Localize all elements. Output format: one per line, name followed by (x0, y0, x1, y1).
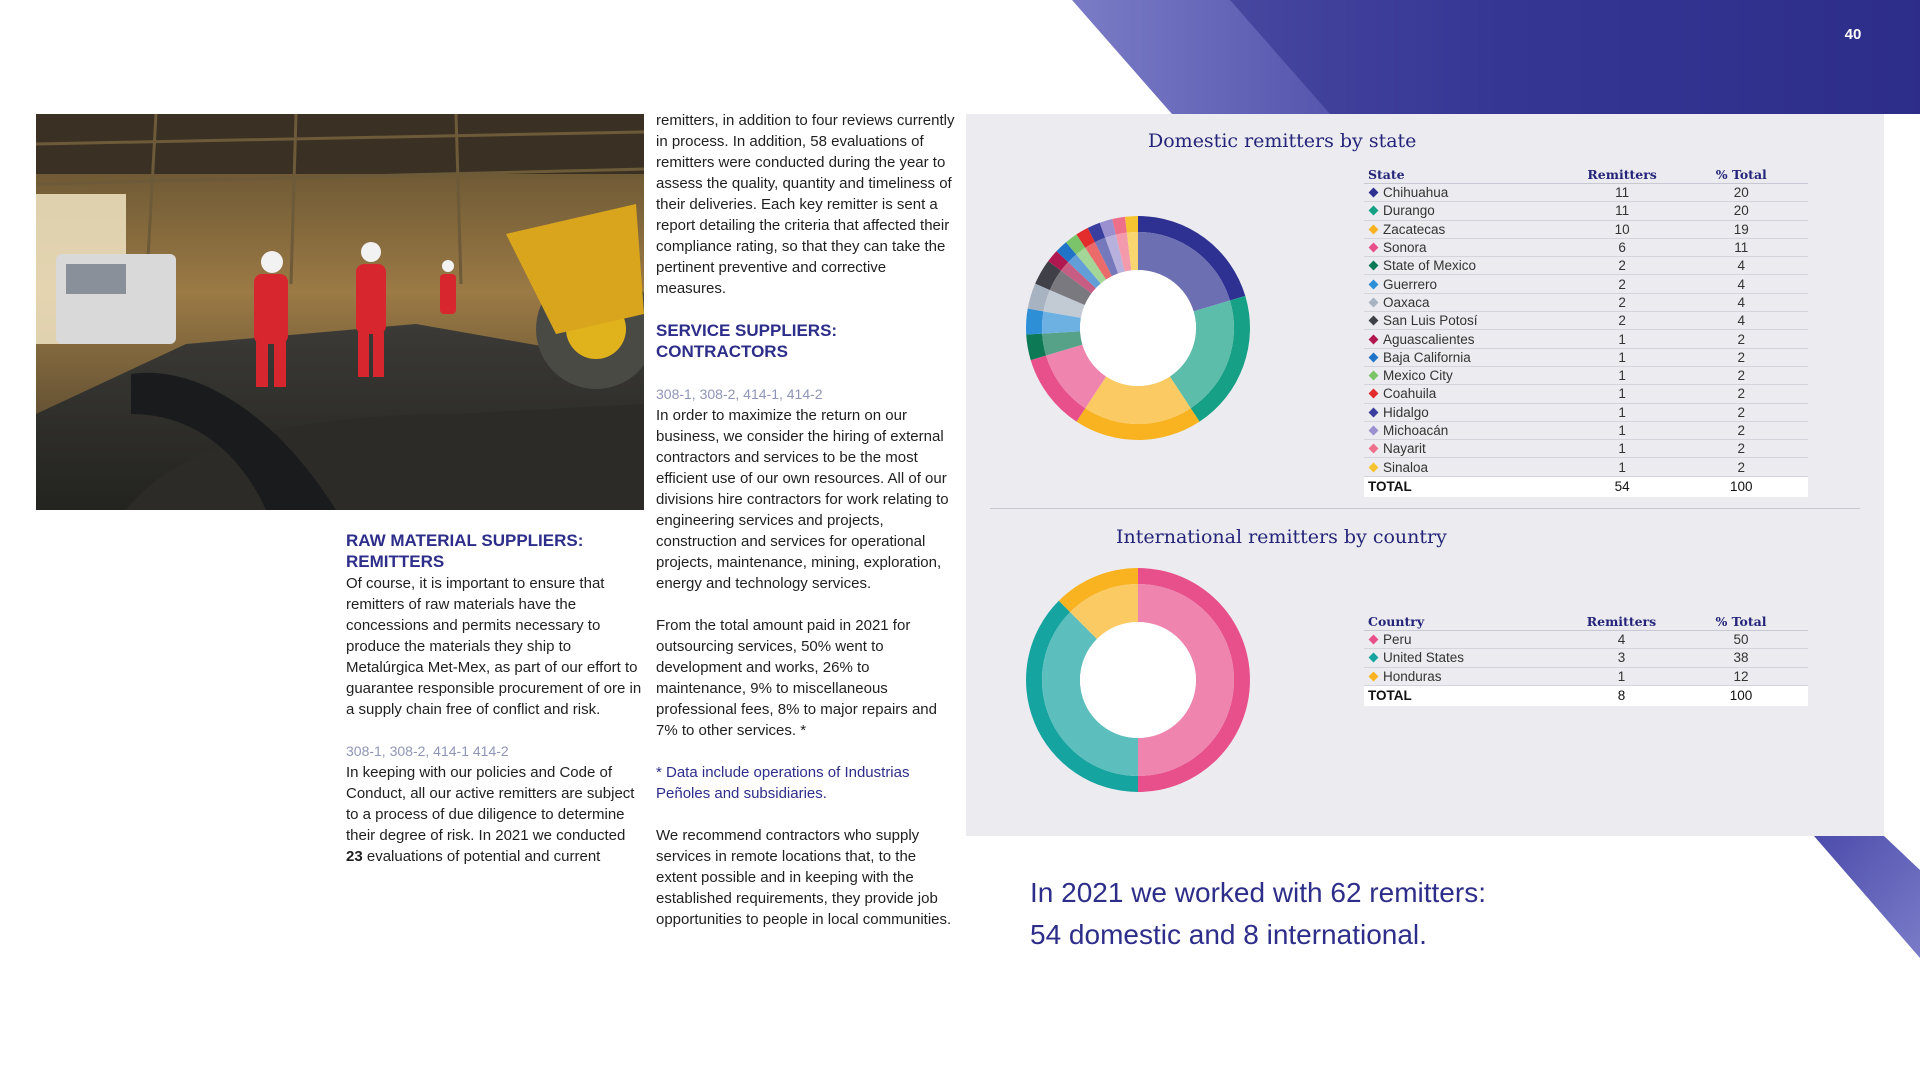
row-remitters: 6 (1570, 238, 1675, 256)
col-header-state: State (1364, 166, 1570, 184)
international-title: International remitters by country (1116, 526, 1447, 548)
table-row (1364, 348, 1808, 366)
legend-marker-icon (1369, 297, 1379, 307)
row-pct: 38 (1674, 649, 1808, 667)
row-remitters: 1 (1569, 667, 1674, 685)
table-row (1364, 458, 1808, 476)
legend-marker-icon (1369, 334, 1379, 344)
row-name: Peru (1364, 631, 1569, 649)
legend-marker-icon (1369, 444, 1379, 454)
local-communities-paragraph: We recommend contractors who supply services in remote locations that, to the extent possible and in keeping with the established requirements, they provide job opportunities to people in local communities. (656, 827, 952, 928)
donut-hole (1080, 270, 1196, 386)
total-label: TOTAL (1364, 685, 1569, 706)
table-row (1364, 257, 1808, 275)
table-row (1364, 366, 1808, 384)
legend-marker-icon (1369, 653, 1379, 663)
outsourcing-paragraph: From the total amount paid in 2021 for outsourcing services, 50% went to development and works, 26% to maintenance, 9% to miscellaneous professional fees, 8% to major repairs and 7% to other services. * (656, 617, 937, 739)
row-remitters: 2 (1570, 312, 1675, 330)
table-row (1364, 238, 1808, 256)
domestic-title: Domestic remitters by state (1148, 130, 1417, 152)
table-row (1364, 184, 1808, 202)
legend-marker-icon (1369, 352, 1379, 362)
row-name: Chihuahua (1364, 184, 1570, 202)
total-pct: 100 (1674, 685, 1808, 706)
table-row (1364, 220, 1808, 238)
domestic-table (1364, 166, 1808, 497)
col-header-pct: % Total (1674, 613, 1808, 631)
row-name: Durango (1364, 202, 1570, 220)
row-name: Honduras (1364, 667, 1569, 685)
row-remitters: 1 (1570, 458, 1675, 476)
due-diligence-paragraph: In keeping with our policies and Code of Conduct, all our active remitters are subject to a process of due diligence to determine their degree of risk. In 2021 we conducted 23 evaluations of potential and current (346, 764, 635, 865)
remitters-summary (1030, 872, 1730, 956)
legend-marker-icon (1369, 635, 1379, 645)
row-name: Guerrero (1364, 275, 1570, 293)
table-row (1364, 385, 1808, 403)
total-row (1364, 476, 1808, 497)
row-remitters: 2 (1570, 293, 1675, 311)
legend-marker-icon (1369, 426, 1379, 436)
row-remitters: 1 (1570, 366, 1675, 384)
row-remitters: 11 (1570, 184, 1675, 202)
raw-material-heading: RAW MATERIAL SUPPLIERS: REMITTERS (346, 531, 584, 571)
panel-divider (990, 508, 1860, 509)
total-remitters: 54 (1570, 476, 1675, 497)
row-pct: 2 (1675, 421, 1808, 439)
row-remitters: 10 (1570, 220, 1675, 238)
row-pct: 2 (1675, 440, 1808, 458)
row-remitters: 1 (1570, 348, 1675, 366)
row-pct: 2 (1675, 385, 1808, 403)
row-remitters: 3 (1569, 649, 1674, 667)
contractors-paragraph: In order to maximize the return on our business, we consider the hiring of external contractors and services to be the most efficient use of our own resources. All of our divisions hire contractors for work relating to engineering services and projects, construction and services for operational projects, maintenance, mining, exploration, energy and technology services. (656, 407, 949, 592)
legend-marker-icon (1369, 316, 1379, 326)
total-remitters: 8 (1569, 685, 1674, 706)
industrial-plant-photo (36, 114, 644, 510)
table-row (1364, 330, 1808, 348)
row-pct: 19 (1675, 220, 1808, 238)
row-name: Zacatecas (1364, 220, 1570, 238)
row-pct: 20 (1675, 202, 1808, 220)
domestic-donut-chart (1024, 214, 1252, 442)
row-name: Oaxaca (1364, 293, 1570, 311)
legend-marker-icon (1369, 389, 1379, 399)
row-pct: 2 (1675, 348, 1808, 366)
row-name: Hidalgo (1364, 403, 1570, 421)
row-name: Mexico City (1364, 366, 1570, 384)
summary-line-1: In 2021 we worked with 62 remitters: (1030, 877, 1486, 908)
table-row (1364, 403, 1808, 421)
row-pct: 2 (1675, 330, 1808, 348)
col-header-remitters: Remitters (1570, 166, 1675, 184)
row-remitters: 2 (1570, 275, 1675, 293)
row-pct: 4 (1675, 275, 1808, 293)
row-name: Sonora (1364, 238, 1570, 256)
row-remitters: 4 (1569, 631, 1674, 649)
table-row (1364, 649, 1808, 667)
col-header-remitters: Remitters (1569, 613, 1674, 631)
legend-marker-icon (1369, 188, 1379, 198)
row-remitters: 2 (1570, 257, 1675, 275)
table-row (1364, 275, 1808, 293)
table-row (1364, 312, 1808, 330)
row-pct: 12 (1674, 667, 1808, 685)
row-name: San Luis Potosí (1364, 312, 1570, 330)
row-name: Aguascalientes (1364, 330, 1570, 348)
col-header-country: Country (1364, 613, 1569, 631)
donut-hole (1080, 622, 1196, 738)
legend-marker-icon (1369, 371, 1379, 381)
service-suppliers-heading: SERVICE SUPPLIERS: CONTRACTORS (656, 321, 838, 361)
remitters-continued-paragraph: remitters, in addition to four reviews currently in process. In addition, 58 evaluations of remitters were conducted during the year to assess the quality, quantity and timeliness of their deliveries. Each key remitter is sent a report detailing the criteria that affected their compliance rating, so that they can take the pertinent preventive and corrective measures. (656, 112, 955, 297)
row-pct: 4 (1675, 257, 1808, 275)
row-name: Coahuila (1364, 385, 1570, 403)
total-row (1364, 685, 1808, 706)
row-name: United States (1364, 649, 1569, 667)
total-pct: 100 (1675, 476, 1808, 497)
row-pct: 2 (1675, 458, 1808, 476)
row-remitters: 1 (1570, 403, 1675, 421)
row-pct: 11 (1675, 238, 1808, 256)
service-gri-reference: 308-1, 308-2, 414-1, 414-2 (656, 386, 823, 402)
table-row (1364, 293, 1808, 311)
row-remitters: 11 (1570, 202, 1675, 220)
row-pct: 20 (1675, 184, 1808, 202)
row-pct: 4 (1675, 293, 1808, 311)
row-name: State of Mexico (1364, 257, 1570, 275)
international-donut-chart (1024, 566, 1252, 794)
page-number: 40 (1844, 26, 1862, 43)
row-name: Michoacán (1364, 421, 1570, 439)
table-row (1364, 631, 1808, 649)
raw-material-gri-reference: 308-1, 308-2, 414-1 414-2 (346, 743, 509, 759)
legend-marker-icon (1369, 671, 1379, 681)
donut-slice-outer (1026, 309, 1043, 335)
row-pct: 50 (1674, 631, 1808, 649)
row-name: Baja California (1364, 348, 1570, 366)
legend-marker-icon (1369, 243, 1379, 253)
raw-material-paragraph: Of course, it is important to ensure that remitters of raw materials have the concessions and permits necessary to produce the materials they ship to Metalúrgica Met-Mex, as part of our effort to guarantee responsible procurement of ore in a supply chain free of conflict and risk. (346, 575, 642, 718)
legend-marker-icon (1369, 224, 1379, 234)
col-header-pct: % Total (1675, 166, 1808, 184)
row-remitters: 1 (1570, 385, 1675, 403)
row-remitters: 1 (1570, 440, 1675, 458)
row-pct: 4 (1675, 312, 1808, 330)
table-row (1364, 667, 1808, 685)
table-row (1364, 421, 1808, 439)
legend-marker-icon (1369, 261, 1379, 271)
donut-slice-outer (1125, 216, 1138, 233)
row-remitters: 1 (1570, 330, 1675, 348)
row-remitters: 1 (1570, 421, 1675, 439)
total-label: TOTAL (1364, 476, 1570, 497)
table-row (1364, 440, 1808, 458)
legend-marker-icon (1369, 407, 1379, 417)
footnote: * Data include operations of Industrias Peñoles and subsidiaries. (656, 764, 910, 802)
legend-marker-icon (1369, 279, 1379, 289)
row-name: Sinaloa (1364, 458, 1570, 476)
legend-marker-icon (1369, 462, 1379, 472)
row-pct: 2 (1675, 403, 1808, 421)
row-pct: 2 (1675, 366, 1808, 384)
summary-line-2: 54 domestic and 8 international. (1030, 919, 1427, 950)
row-name: Nayarit (1364, 440, 1570, 458)
table-row (1364, 202, 1808, 220)
legend-marker-icon (1369, 206, 1379, 216)
international-table (1364, 613, 1808, 706)
